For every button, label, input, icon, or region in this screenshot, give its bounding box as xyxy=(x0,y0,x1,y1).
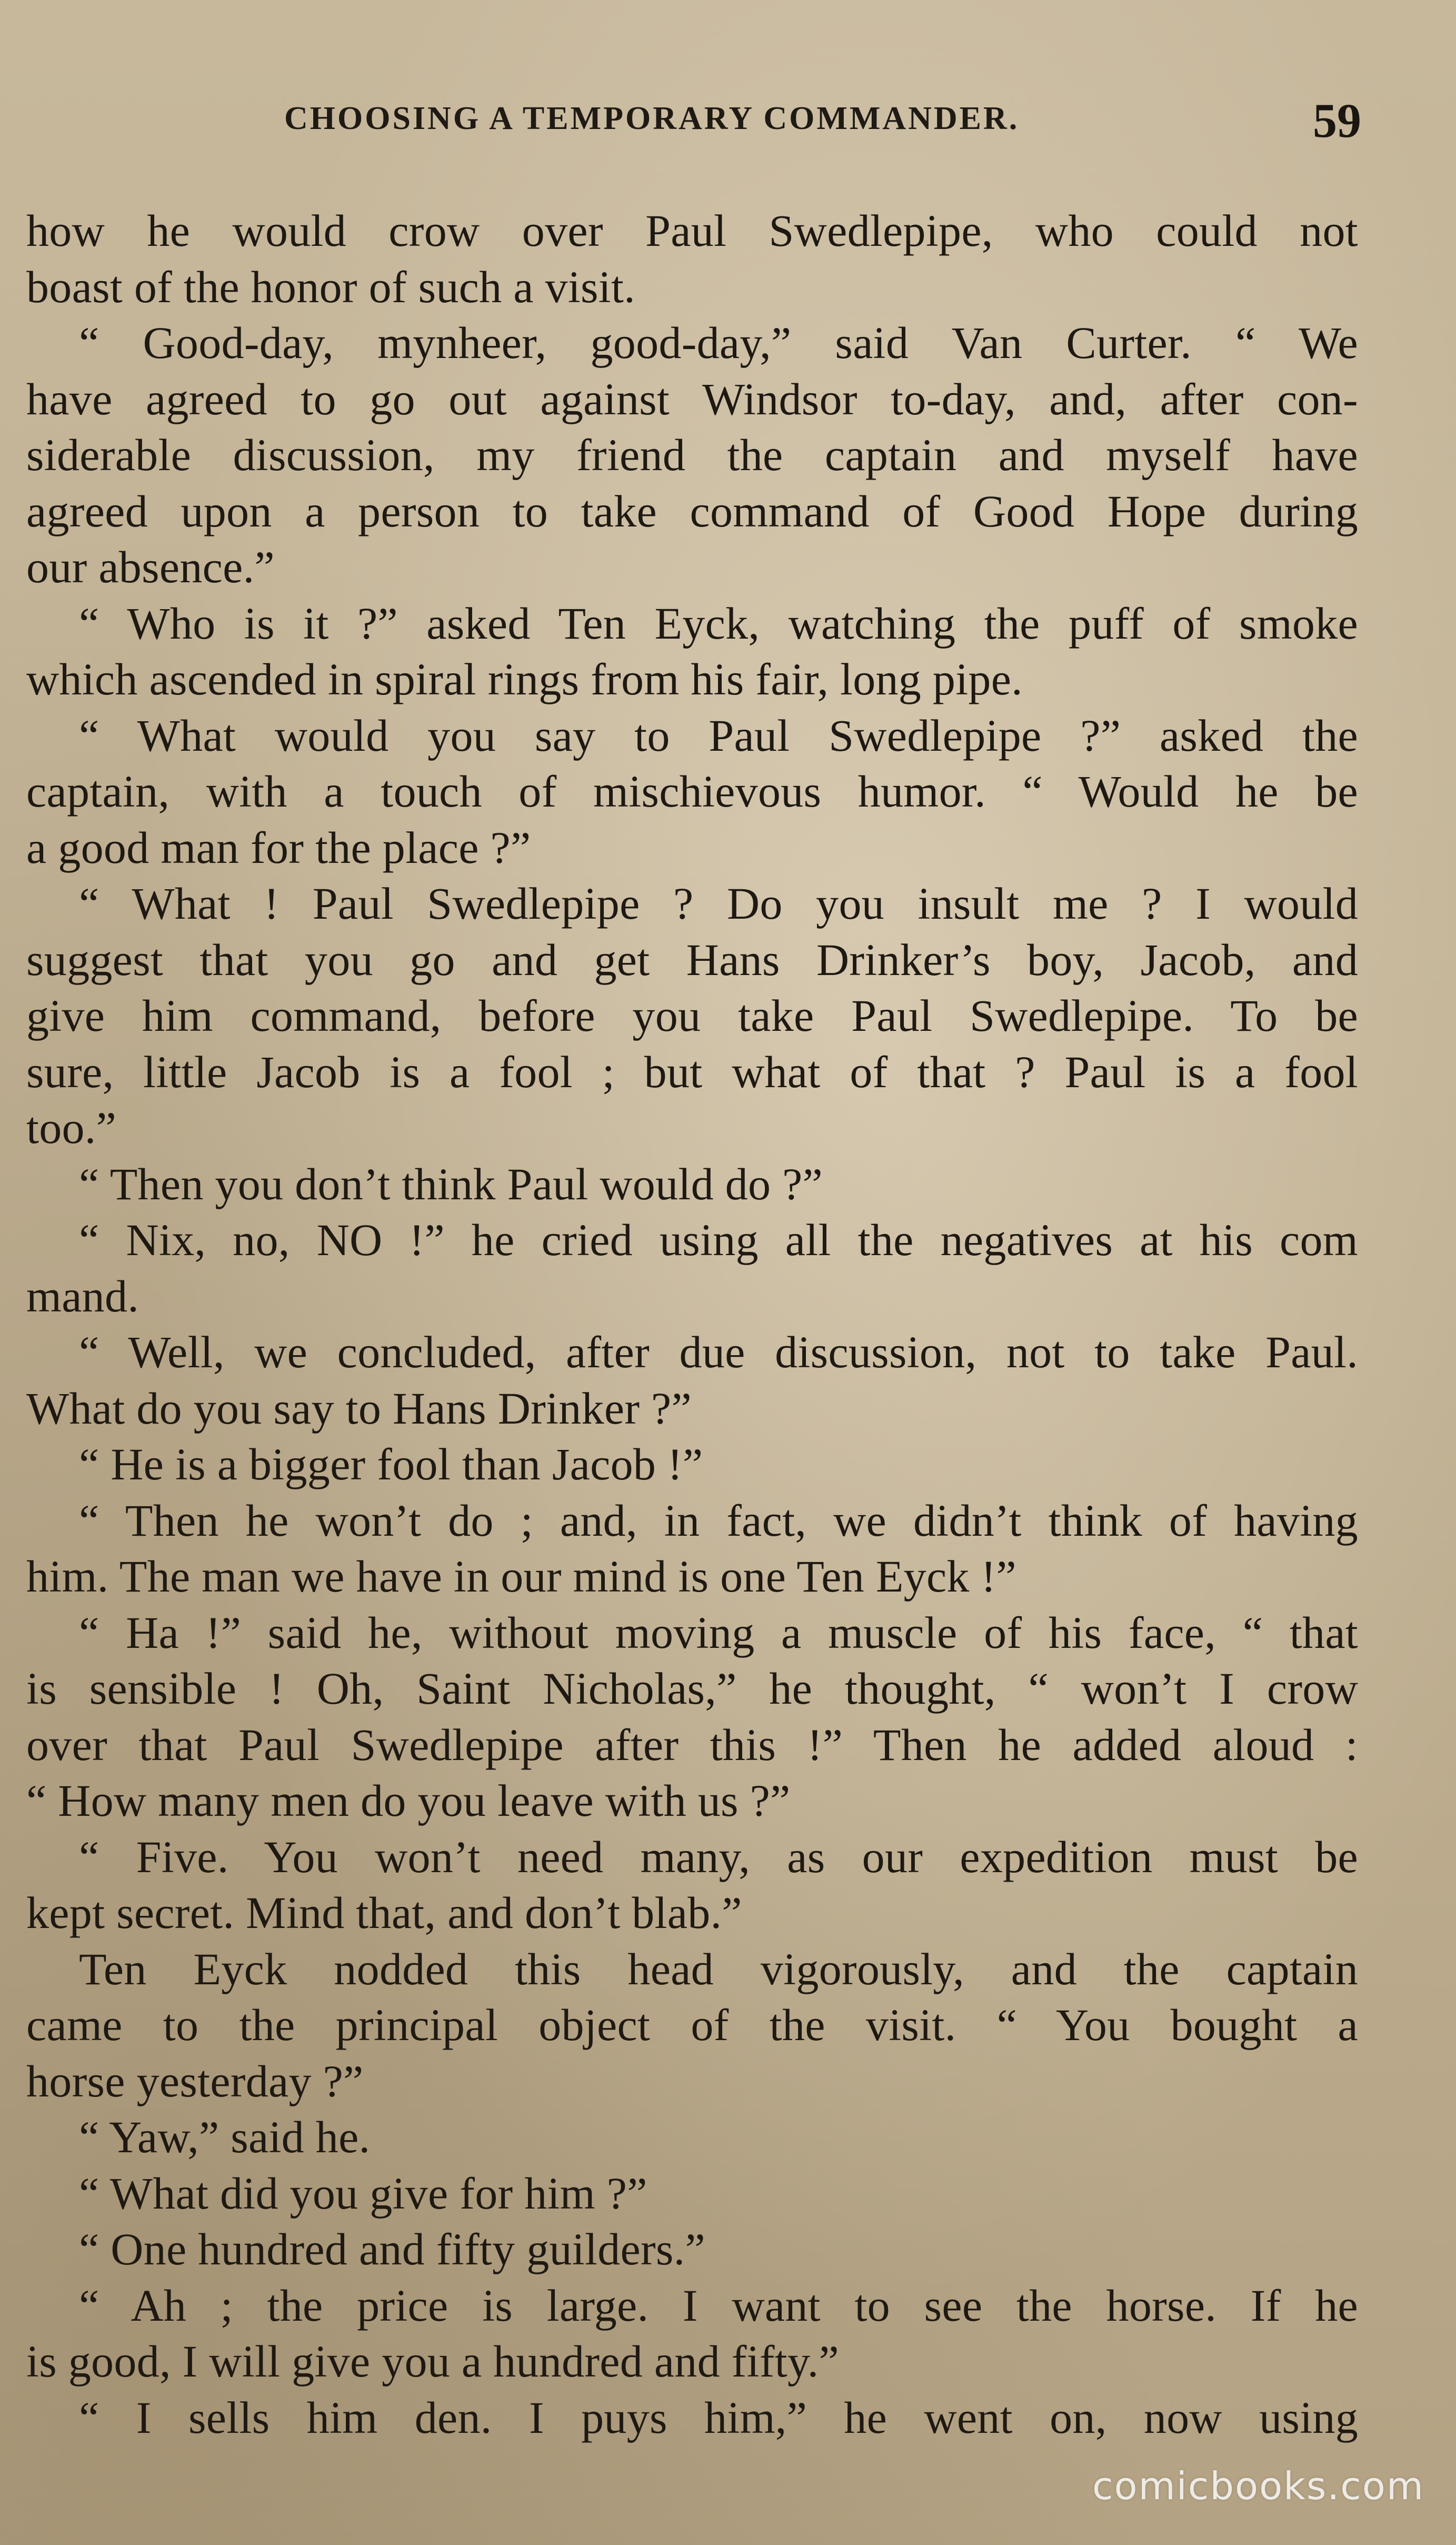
text-line: “ Five. You won’t need many, as our expedition must be xyxy=(79,1831,1358,1882)
text-line: “ How many men do you leave with us ?” xyxy=(26,1775,791,1826)
text-line: how he would crow over Paul Swedlepipe, who could not xyxy=(26,205,1358,256)
body-text xyxy=(26,203,1358,2445)
text-line: boast of the honor of such a visit. xyxy=(26,261,635,312)
text-line: sure, little Jacob is a fool ; but what of that ? Paul is a fool xyxy=(26,1046,1358,1097)
text-line: have agreed to go out against Windsor to-day, and, after con- xyxy=(26,373,1358,424)
text-line: horse yesterday ?” xyxy=(26,2055,364,2106)
text-line: too.” xyxy=(26,1102,117,1153)
text-line: which ascended in spiral rings from his fair, long pipe. xyxy=(26,654,1023,704)
text-line: “ One hundred and fifty guilders.” xyxy=(79,2224,705,2274)
text-line: kept secret. Mind that, and don’t blab.” xyxy=(26,1887,742,1938)
text-line: captain, with a touch of mischievous humor. “ Would he be xyxy=(26,766,1358,817)
text-line: “ Then you don’t think Paul would do ?” xyxy=(79,1158,823,1209)
running-title: CHOOSING A TEMPORARY COMMANDER. xyxy=(284,101,1020,136)
text-line: mand. xyxy=(26,1270,139,1321)
text-line: is sensible ! Oh, Saint Nicholas,” he thought, “ won’t I crow xyxy=(26,1663,1358,1714)
text-line: “ What ! Paul Swedlepipe ? Do you insult me ? I would xyxy=(79,878,1358,929)
text-line: siderable discussion, my friend the captain and myself have xyxy=(26,430,1358,480)
text-line: our absence.” xyxy=(26,542,275,592)
text-line: give him command, before you take Paul Swedlepipe. To be xyxy=(26,990,1358,1041)
text-line: “ What did you give for him ?” xyxy=(79,2168,647,2219)
text-line: “ Well, we concluded, after due discussion, not to take Paul. xyxy=(79,1327,1358,1377)
text-line: agreed upon a person to take command of Good Hope during xyxy=(26,485,1358,536)
text-line: “ What would you say to Paul Swedlepipe ?” asked the xyxy=(79,710,1358,761)
text-line: a good man for the place ?” xyxy=(26,822,531,873)
text-line: suggest that you go and get Hans Drinker’s boy, Jacob, and xyxy=(26,934,1358,985)
text-line: over that Paul Swedlepipe after this !” Then he added aloud : xyxy=(26,1719,1358,1770)
text-line: “ Ha !” said he, without moving a muscle of his face, “ that xyxy=(79,1607,1358,1658)
text-line: Ten Eyck nodded this head vigorously, and the captain xyxy=(79,1943,1358,1994)
text-line: “ Then he won’t do ; and, in fact, we didn’t think of having xyxy=(79,1495,1358,1546)
text-line: “ He is a bigger fool than Jacob !” xyxy=(79,1439,703,1489)
running-head xyxy=(0,94,1456,158)
text-line: came to the principal object of the visit. “ You bought a xyxy=(26,2000,1358,2050)
text-line: is good, I will give you a hundred and fifty.” xyxy=(26,2336,839,2387)
text-line: “ Nix, no, NO !” he cried using all the negatives at his com xyxy=(79,1215,1358,1265)
text-line: him. The man we have in our mind is one Ten Eyck !” xyxy=(26,1551,1016,1602)
page-number: 59 xyxy=(1313,94,1361,147)
text-line: “ I sells him den. I puys him,” he went on, now using xyxy=(79,2392,1358,2443)
text-line: “ Ah ; the price is large. I want to see the horse. If he xyxy=(79,2280,1358,2331)
watermark: comicbooks.com xyxy=(1092,2464,1424,2508)
text-line: What do you say to Hans Drinker ?” xyxy=(26,1383,692,1434)
text-line: “ Yaw,” said he. xyxy=(79,2112,371,2162)
text-line: “ Good-day, mynheer, good-day,” said Van Curter. “ We xyxy=(79,317,1358,368)
text-line: “ Who is it ?” asked Ten Eyck, watching the puff of smoke xyxy=(79,598,1358,649)
